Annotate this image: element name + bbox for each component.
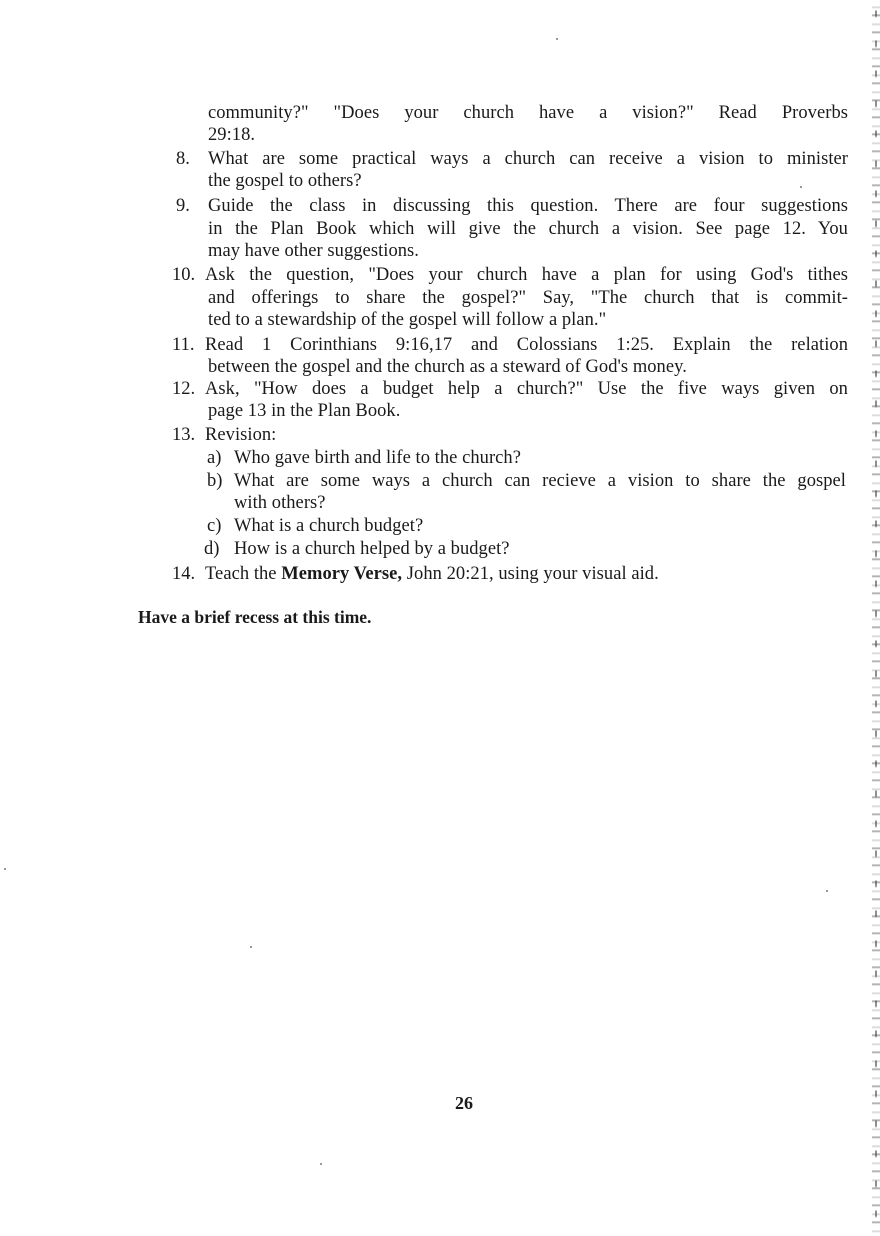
scan-speck: [320, 1163, 322, 1165]
item-10-number: 10.: [172, 265, 196, 285]
page-number: 26: [455, 1093, 473, 1113]
item-8-line-2: the gospel to others?: [208, 171, 362, 191]
item-12-number: 12.: [172, 379, 196, 399]
scan-speck: [250, 946, 252, 948]
revision-c-letter: c): [207, 516, 222, 536]
item-14-number: 14.: [172, 564, 196, 584]
revision-b-letter: b): [207, 471, 223, 491]
item-14-suffix: John 20:21, using your visual aid.: [402, 564, 659, 584]
item-12-line-2: page 13 in the Plan Book.: [208, 401, 401, 421]
item-9-line-2: in the Plan Book which will give the church a vision. See page 12. You: [208, 219, 848, 239]
revision-a-line-1: Who gave birth and life to the church?: [234, 448, 521, 468]
revision-d-letter: d): [204, 539, 220, 559]
item-10-line-2: and offerings to share the gospel?" Say, "The church that is commit-: [208, 288, 848, 308]
item-11-line-1: Read 1 Corinthians 9:16,17 and Colossians 1:25. Explain the relation: [205, 335, 848, 355]
item-12-line-1: Ask, "How does a budget help a church?" Use the five ways given on: [205, 379, 848, 399]
item-11-line-2: between the gospel and the church as a steward of God's money.: [208, 357, 687, 377]
revision-d-line-1: How is a church helped by a budget?: [234, 539, 510, 559]
item-8-line-1: What are some practical ways a church can receive a vision to minister: [208, 149, 848, 169]
revision-b-line-1: What are some ways a church can recieve a vision to share the gospel: [234, 471, 846, 491]
revision-b-line-2: with others?: [234, 493, 326, 513]
scan-speck: [800, 186, 802, 188]
item-13-number: 13.: [172, 425, 196, 445]
item-10-line-1: Ask the question, "Does your church have a plan for using God's tithes: [205, 265, 848, 285]
scan-speck: [556, 38, 558, 40]
item-10-line-3: ted to a stewardship of the gospel will follow a plan.": [208, 310, 607, 330]
memory-verse-label: Memory Verse,: [281, 564, 403, 584]
item-8-number: 8.: [176, 149, 190, 169]
scan-edge-line: [875, 0, 877, 1236]
scan-speck: [4, 868, 6, 870]
revision-c-line-1: What is a church budget?: [234, 516, 424, 536]
item-9-line-3: may have other suggestions.: [208, 241, 419, 261]
item-14-line: [205, 563, 659, 586]
revision-a-letter: a): [207, 448, 222, 468]
item-11-number: 11.: [172, 335, 195, 355]
item-14-prefix: Teach the: [205, 564, 282, 584]
recess-note: Have a brief recess at this time.: [138, 607, 372, 627]
item-9-number: 9.: [176, 196, 190, 216]
item-7-line-2: 29:18.: [208, 125, 256, 145]
item-9-line-1: Guide the class in discussing this question. There are four suggestions: [208, 196, 848, 216]
item-13-line-1: Revision:: [205, 425, 277, 445]
item-7-line-1: community?" "Does your church have a vision?" Read Proverbs: [208, 103, 848, 123]
scan-speck: [826, 890, 828, 892]
